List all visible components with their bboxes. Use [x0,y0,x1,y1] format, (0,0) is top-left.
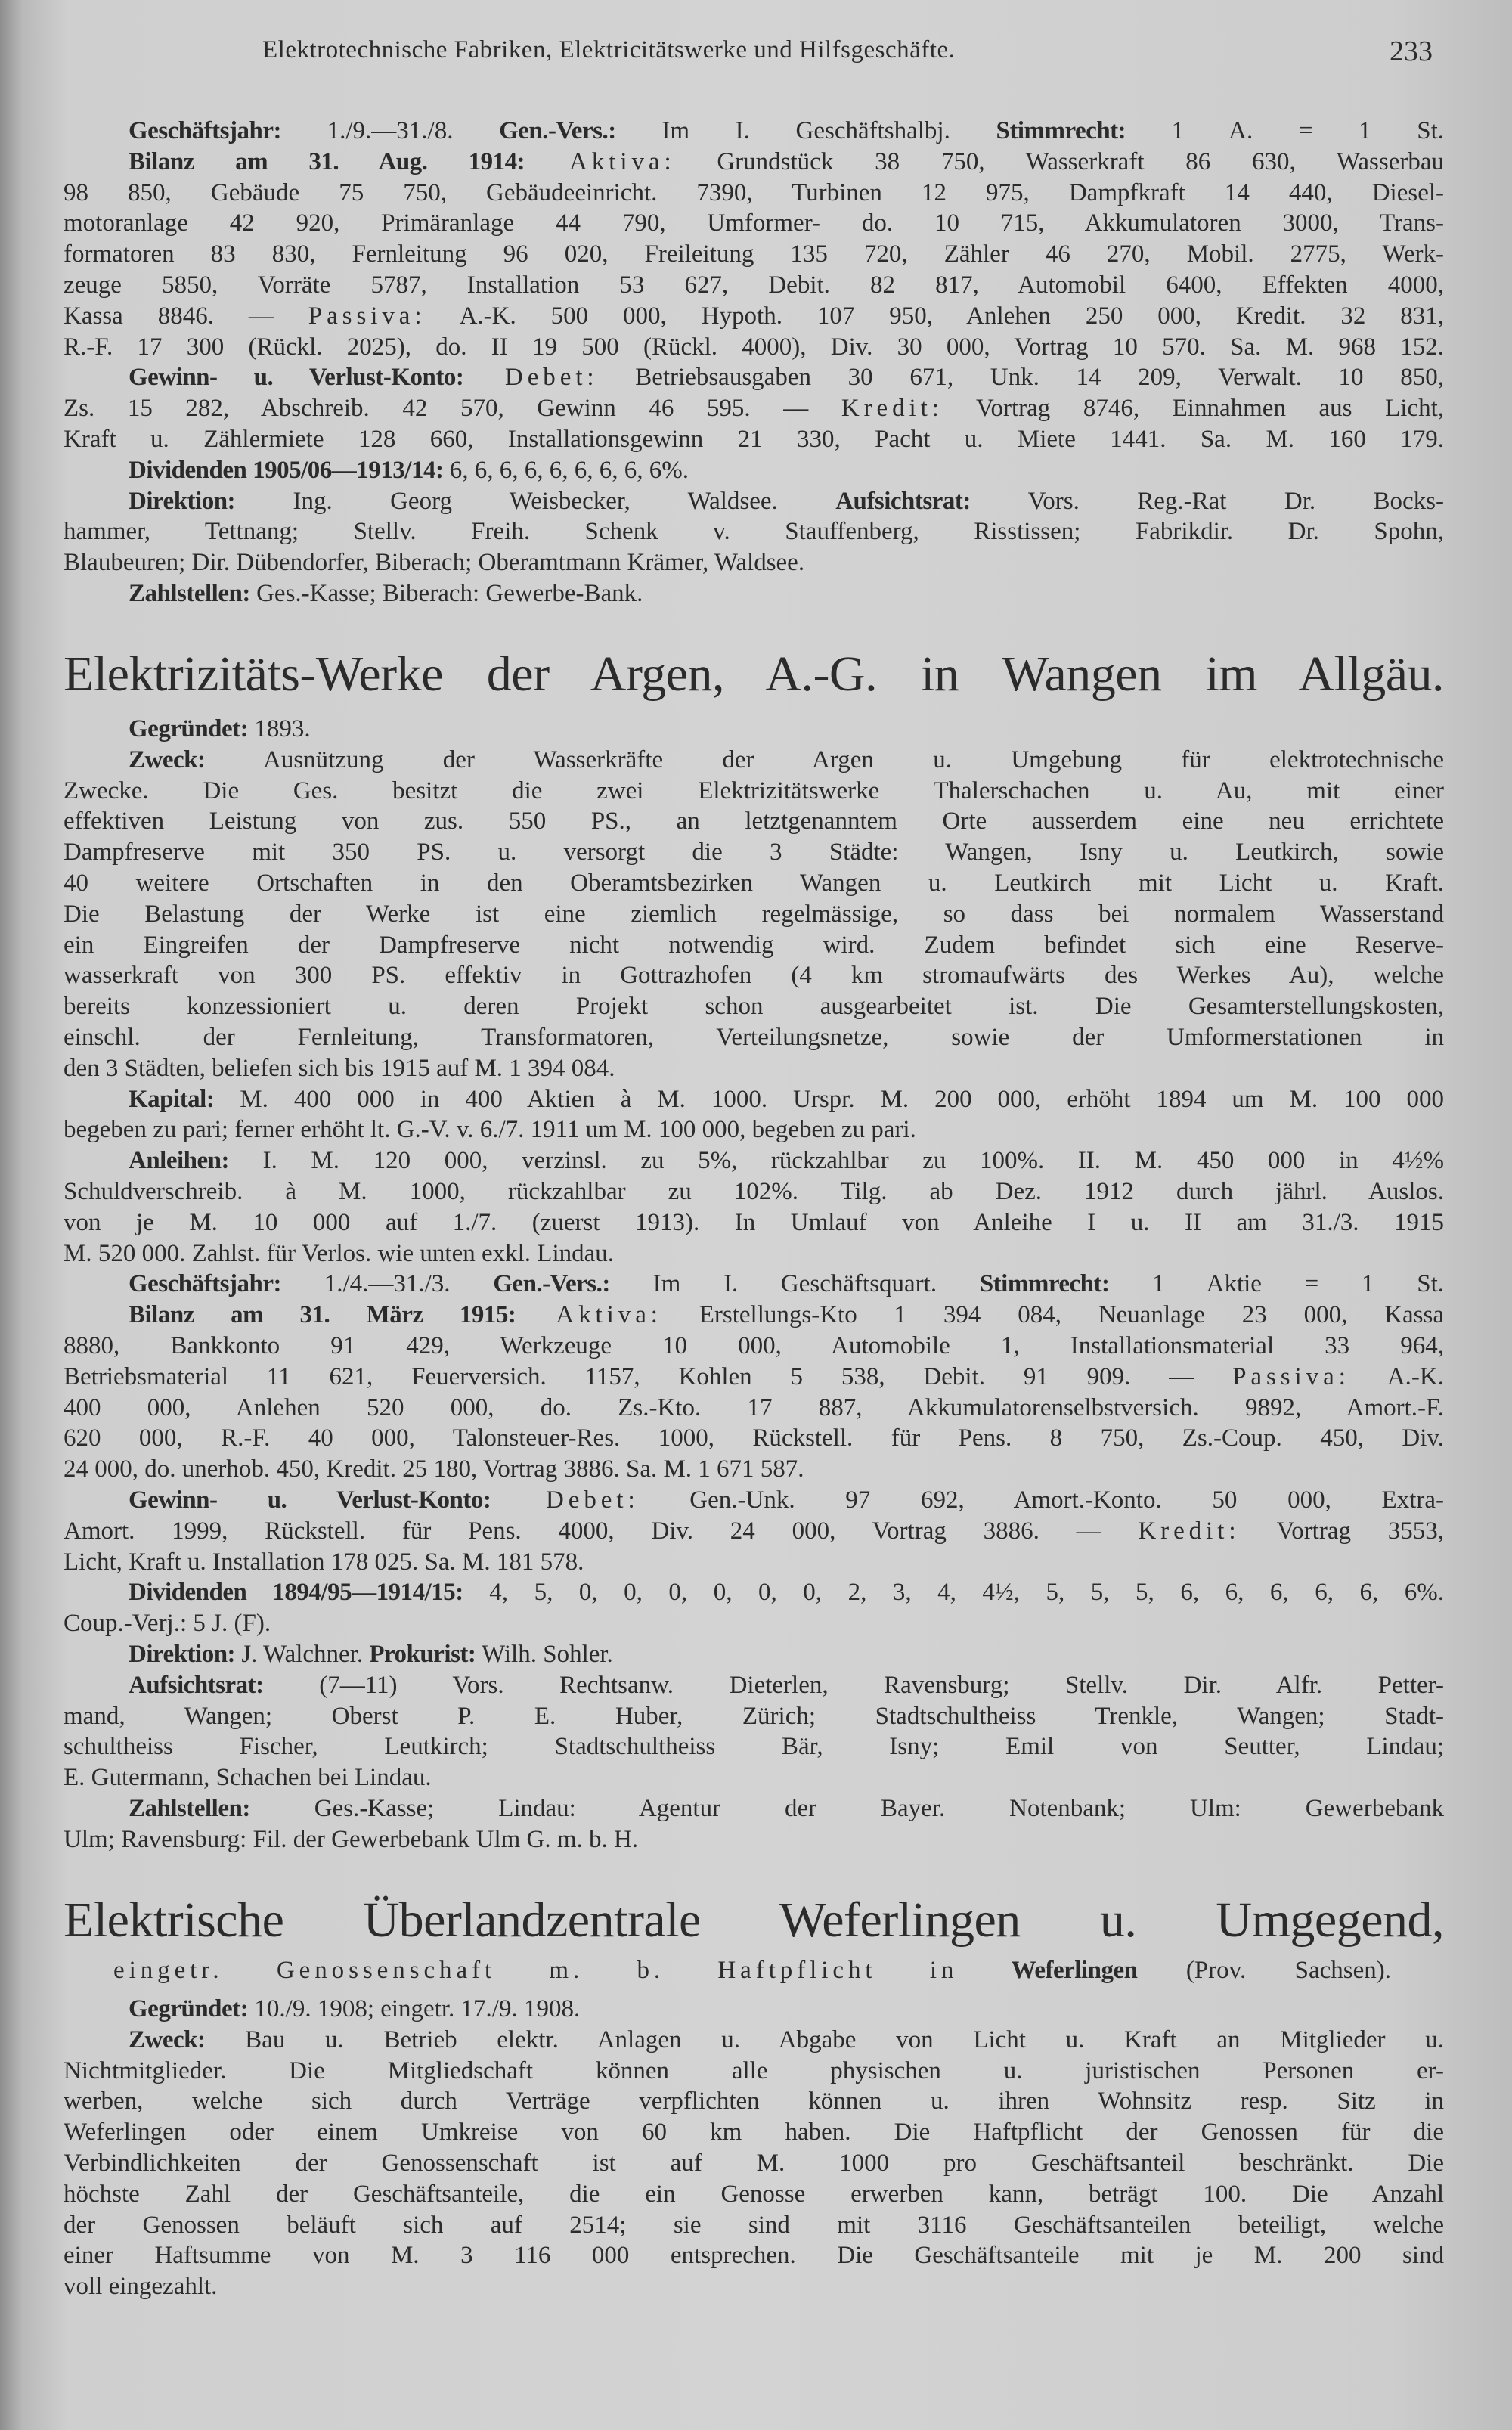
text-line [64,455,1444,486]
field-label: Aufsichtsrat: [835,487,971,515]
text-line [64,332,1444,363]
field-label: Direktion: [129,487,236,515]
field-text: Grundstück 38 750, Wasserkraft 86 630, Wasserbau [675,147,1444,175]
field-text: einschl. der Fernleitung, Transformatoren, Verteilungsnetze, sowie der Umformerstationen in [64,1023,1444,1051]
text-line [64,1238,1444,1269]
field-text: Im I. Geschäftsquart. [609,1270,980,1298]
field-label: Bilanz am 31. März 1915: [129,1301,516,1329]
spaced-heading: Aktiva: [525,147,676,175]
field-text: höchste Zahl der Geschäftsanteile, die ein Genosse erwerben kann, beträgt 100. Die Anzahl [64,2180,1444,2208]
company-subheading [113,1955,1391,1985]
text-line [64,1053,1444,1084]
field-label: Aufsichtsrat: [129,1671,264,1699]
text-line [64,424,1444,455]
field-label: Bilanz am 31. Aug. 1914: [129,147,525,175]
field-text: 4, 5, 0, 0, 0, 0, 0, 0, 2, 3, 4, 4½, 5, 5, 5, 6, 6, 6, 6, 6, 6%. [463,1579,1444,1607]
spaced-heading: Debet: [463,364,599,392]
field-text: A.-K. 500 000, Hypoth. 107 950, Anlehen 250 000, Kredit. 32 831, [426,302,1445,330]
field-text: voll eingezahlt. [64,2273,218,2301]
text-line [64,991,1444,1022]
field-text: 1 Aktie = 1 St. [1109,1270,1444,1298]
field-text: Licht, Kraft u. Installation 178 025. Sa. M. 181 578. [64,1548,584,1576]
text-line [64,2117,1444,2148]
text-line [64,1207,1444,1238]
text-line [64,1577,1444,1608]
text-line [64,2210,1444,2241]
field-text: Kraft u. Zählermiete 128 660, Installationsgewinn 21 330, Pacht u. Miete 1441. Sa. M. 160 179. [64,425,1444,453]
company-heading-argen: Elektrizitäts-Werke der Argen, A.-G. in Wangen im Allgäu. [64,646,1444,702]
field-text: Ges.-Kasse; Lindau: Agentur der Bayer. Notenbank; Ulm: Gewerbebank [249,1794,1444,1822]
field-text: 400 000, Anlehen 520 000, do. Zs.-Kto. 17 887, Akkumulatorenselbstversich. 9892, Amort.-F. [64,1393,1444,1421]
field-text: Zs. 15 282, Abschreib. 42 570, Gewinn 46 595. — [64,395,841,423]
field-text: 620 000, R.-F. 40 000, Talonsteuer-Res. 1000, Rückstell. für Pens. 8 750, Zs.-Coup. 450, Div. [64,1424,1444,1452]
field-text: wasserkraft von 300 PS. effektiv in Gottrazhofen (4 km stromaufwärts des Werkes Au), welche [64,962,1444,990]
text-line [64,1300,1444,1331]
text-line [64,1516,1444,1547]
text-line [64,547,1444,578]
field-label: Prokurist: [369,1640,476,1668]
text-line [64,362,1444,393]
field-label: Gewinn- u. Verlust-Konto: [129,364,464,392]
text-line [64,147,1444,178]
spaced-heading: Kredit: [1138,1517,1241,1545]
text-line [64,1176,1444,1207]
field-text: Kassa 8846. — [64,302,308,330]
field-text: Gen.-Unk. 97 692, Amort.-Konto. 50 000, Extra- [639,1486,1444,1514]
text-line [64,578,1444,609]
text-line [64,1762,1444,1793]
field-text: Vortrag 8746, Einnahmen aus Licht, [943,395,1444,423]
text-line [64,178,1444,209]
field-text: mand, Wangen; Oberst P. E. Huber, Zürich; Stadtschultheiss Trenkle, Wangen; Stadt- [64,1702,1444,1730]
text-line [64,2240,1444,2271]
field-text: 1 A. = 1 St. [1126,117,1444,144]
field-text: Zwecke. Die Ges. besitzt die zwei Elektrizitätswerke Thalerschachen u. Au, mit einer [64,776,1444,804]
field-text: bereits konzessioniert u. deren Projekt schon ausgearbeitet ist. Die Gesamterstellungskosten, [64,993,1444,1021]
field-text: einer Haftsumme von M. 3 116 000 entsprechen. Die Geschäftsanteile mit je M. 200 sind [64,2242,1444,2270]
text-line [64,714,1444,745]
text-line [64,2025,1444,2056]
text-line [64,1994,1444,2025]
field-text: Betriebsmaterial 11 621, Feuerversich. 1157, Kohlen 5 538, Debit. 91 909. — [64,1362,1233,1390]
field-text: Ing. Georg Weisbecker, Waldsee. [235,487,836,515]
text-line [64,930,1444,961]
text-line [64,806,1444,837]
text-line [64,1793,1444,1824]
field-text: 40 weitere Ortschaften in den Oberamtsbezirken Wangen u. Leutkirch mit Licht u. Kraft. [64,869,1444,897]
field-label: Zahlstellen: [129,1794,250,1822]
field-label: Dividenden 1894/95—1914/15: [129,1579,463,1607]
text-line [64,1670,1444,1701]
text-line [64,1269,1444,1300]
field-text: 6, 6, 6, 6, 6, 6, 6, 6, 6%. [443,456,689,484]
field-text: R.-F. 17 300 (Rückl. 2025), do. II 19 500 (Rückl. 4000), Div. 30 000, Vortrag 10 570. Sa. M. 968 152. [64,333,1444,361]
field-text: 24 000, do. unerhob. 450, Kredit. 25 180, Vortrag 3886. Sa. M. 1 671 587. [64,1455,804,1483]
field-label: Gewinn- u. Verlust-Konto: [129,1486,491,1514]
field-text: Weferlingen oder einem Umkreise von 60 km haben. Die Haftpflicht der Genossen für die [64,2119,1444,2146]
field-text: Ausnützung der Wasserkräfte der Argen u. Umgebung für elektrotechnische [205,745,1444,773]
field-text: Bau u. Betrieb elektr. Anlagen u. Abgabe von Licht u. Kraft an Mitglieder u. [205,2026,1444,2053]
field-label: Stimmrecht: [979,1270,1110,1298]
text-line [64,2086,1444,2117]
text-line [64,1393,1444,1424]
text-line [64,2148,1444,2179]
field-label: Stimmrecht: [996,117,1126,144]
province: (Prov. Sachsen). [1137,1957,1391,1984]
text-line [64,239,1444,270]
field-text: Blaubeuren; Dir. Dübendorfer, Biberach; Oberamtmann Krämer, Waldsee. [64,549,805,577]
field-text: A.-K. [1349,1362,1444,1390]
field-text: formatoren 83 830, Fernleitung 96 020, Freileitung 135 720, Zähler 46 270, Mobil. 2775, Werk- [64,240,1444,268]
field-label: Dividenden 1905/06—1913/14: [129,456,444,484]
field-label: Zweck: [129,745,206,773]
field-label: Kapital: [129,1085,215,1113]
field-text: effektiven Leistung von zus. 550 PS., an letztgenanntem Orte ausserdem eine neu errichtete [64,807,1444,835]
text-line [64,1454,1444,1485]
field-text: Vortrag 3553, [1240,1517,1444,1545]
spaced-heading: Aktiva: [516,1301,662,1329]
text-line [64,116,1444,147]
field-text: M. 520 000. Zahlst. für Verlos. wie unten exkl. Lindau. [64,1239,615,1267]
entry-continuation-text [64,116,1444,609]
field-text: den 3 Städten, beliefen sich bis 1915 auf M. 1 394 084. [64,1054,615,1082]
field-text: von je M. 10 000 auf 1./7. (zuerst 1913). In Umlauf von Anleihe I u. II am 31./3. 1915 [64,1208,1444,1236]
field-text: ein Eingreifen der Dampfreserve nicht notwendig wird. Zudem befindet sich eine Reserve- [64,931,1444,959]
field-text: Betriebsausgaben 30 671, Unk. 14 209, Verwalt. 10 850, [598,364,1444,392]
text-line [64,1114,1444,1145]
text-line [64,1485,1444,1516]
field-text: Erstellungs-Kto 1 394 084, Neuanlage 23 000, Kassa [662,1301,1444,1329]
spaced-heading: Debet: [491,1486,640,1514]
spaced-heading: Passiva: [1232,1362,1350,1390]
text-line [64,868,1444,899]
field-text: werben, welche sich durch Verträge verpflichten können u. ihren Wohnsitz resp. Sitz in [64,2088,1444,2115]
field-text: Wilh. Sohler. [476,1640,613,1668]
text-line [64,2056,1444,2087]
field-label: Geschäftsjahr: [129,117,281,144]
text-line [64,1824,1444,1855]
text-line [64,301,1444,332]
text-line [64,2179,1444,2210]
field-text: Die Belastung der Werke ist eine ziemlich regelmässige, so dass bei normalem Wasserstand [64,900,1444,928]
text-line [64,270,1444,301]
field-text: Schuldverschreib. à M. 1000, rückzahlbar zu 102%. Tilg. ab Dez. 1912 durch jährl. Auslos. [64,1177,1444,1205]
field-label: Gegründet: [129,1995,249,2022]
field-text: E. Gutermann, Schachen bei Lindau. [64,1764,432,1792]
field-text: Ges.-Kasse; Biberach: Gewerbe-Bank. [249,579,643,607]
field-text: Amort. 1999, Rückstell. für Pens. 4000, Div. 24 000, Vortrag 3886. — [64,1517,1139,1545]
text-line [64,1547,1444,1578]
field-text: Im I. Geschäftshalbj. [615,117,996,144]
spaced-heading: Kredit: [841,395,943,423]
text-line [64,776,1444,807]
field-label: Gen.-Vers.: [493,1270,610,1298]
spaced-heading: Passiva: [308,302,426,330]
field-text: motoranlage 42 920, Primäranlage 44 790, Umformer- do. 10 715, Akkumulatoren 3000, Trans- [64,209,1444,237]
page-number: 233 [1390,36,1433,67]
text-line [64,960,1444,991]
text-line [64,837,1444,868]
text-line [64,899,1444,930]
field-text: begeben zu pari; ferner erhöht lt. G.-V. v. 6./7. 1911 um M. 100 000, begeben zu pari. [64,1116,916,1144]
text-line [64,1608,1444,1639]
field-text: Vors. Reg.-Rat Dr. Bocks- [970,487,1444,515]
field-text: 10./9. 1908; eingetr. 17./9. 1908. [248,1995,581,2022]
seat-location: Weferlingen [1011,1957,1138,1984]
field-text: Coup.-Verj.: 5 J. (F). [64,1610,271,1638]
entry-weferlingen-text [64,1994,1444,2302]
field-label: Direktion: [129,1640,236,1668]
field-text: M. 400 000 in 400 Aktien à M. 1000. Urspr. M. 200 000, erhöht 1894 um M. 100 000 [214,1085,1444,1113]
field-text: hammer, Tettnang; Stellv. Freih. Schenk v. Stauffenberg, Risstissen; Fabrikdir. Dr. Spohn, [64,518,1444,546]
text-line [64,208,1444,239]
text-line [64,1145,1444,1176]
legal-form: eingetr. Genossenschaft m. b. Haftpflicht in [113,1957,1012,1984]
field-text: schultheiss Fischer, Leutkirch; Stadtschultheiss Bär, Isny; Emil von Seutter, Lindau; [64,1733,1444,1761]
field-text: 98 850, Gebäude 75 750, Gebäudeeinricht. 7390, Turbinen 12 975, Dampfkraft 14 440, Diesel- [64,178,1444,206]
text-line [64,1701,1444,1732]
text-line [64,1639,1444,1670]
text-line [64,1331,1444,1362]
field-label: Anleihen: [129,1147,230,1175]
field-label: Gen.-Vers.: [499,117,616,144]
field-text: zeuge 5850, Vorräte 5787, Installation 53 627, Debit. 82 817, Automobil 6400, Effekten 4000, [64,271,1444,299]
text-line [64,1423,1444,1454]
field-text: J. Walchner. [235,1640,370,1668]
text-line [64,1362,1444,1393]
field-text: 1893. [248,715,311,742]
field-text: Ulm; Ravensburg: Fil. der Gewerbebank Ulm G. m. b. H. [64,1825,639,1853]
field-label: Geschäftsjahr: [129,1270,281,1298]
field-text: 1./4.—31./3. [280,1270,494,1298]
field-label: Gegründet: [129,715,249,742]
text-line [64,745,1444,776]
field-text: Nichtmitglieder. Die Mitgliedschaft können alle physischen u. juristischen Personen er- [64,2057,1444,2084]
company-heading-weferlingen: Elektrische Überlandzentrale Weferlingen u. Umgegend, [64,1892,1444,1948]
field-text: (7—11) Vors. Rechtsanw. Dieterlen, Ravensburg; Stellv. Dir. Alfr. Petter- [263,1671,1444,1699]
field-label: Zweck: [129,2026,206,2053]
text-line [64,393,1444,424]
text-line [64,1731,1444,1762]
entry-argen-text [64,714,1444,1855]
field-text: Dampfreserve mit 350 PS. u. versorgt die 3 Städte: Wangen, Isny u. Leutkirch, sowie [64,838,1444,866]
text-line [64,1084,1444,1115]
field-text: 1./9.—31./8. [280,117,500,144]
running-header: Elektrotechnische Fabriken, Elektricitätswerke und Hilfsgeschäfte. [262,36,956,64]
field-text: 8880, Bankkonto 91 429, Werkzeuge 10 000, Automobile 1, Installationsmaterial 33 964, [64,1331,1444,1359]
text-line [64,1022,1444,1053]
text-line [64,2271,1444,2302]
field-text: I. M. 120 000, verzinsl. zu 5%, rückzahlbar zu 100%. II. M. 450 000 in 4½% [229,1147,1444,1175]
field-label: Zahlstellen: [129,579,250,607]
text-line [64,486,1444,517]
field-text: Verbindlichkeiten der Genossenschaft ist auf M. 1000 pro Geschäftsanteil beschränkt. Die [64,2149,1444,2177]
text-line [64,516,1444,547]
field-text: der Genossen beläuft sich auf 2514; sie sind mit 3116 Geschäftsanteilen beteiligt, welche [64,2211,1444,2239]
